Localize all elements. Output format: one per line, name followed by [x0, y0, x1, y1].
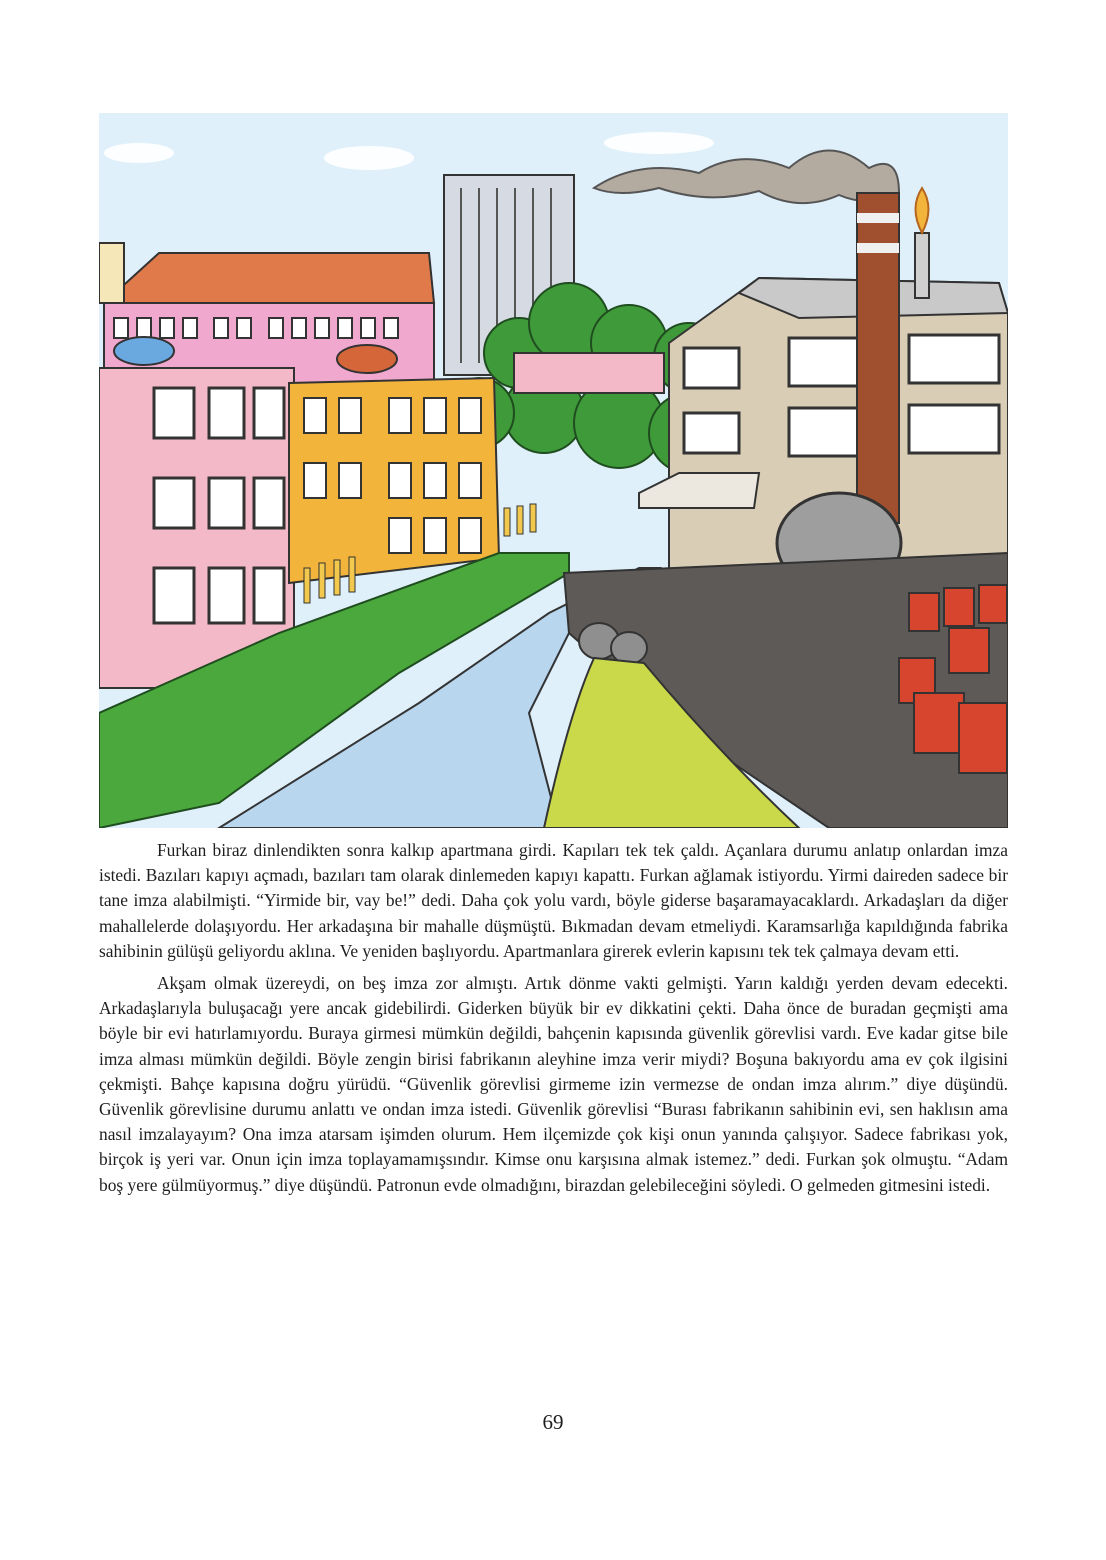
page-number: 69: [542, 1410, 564, 1434]
story-text: [99, 838, 1008, 1205]
polluted-city-illustration: [99, 113, 1008, 828]
paragraph-1: Furkan biraz dinlendikten sonra kalkıp apartmana girdi. Kapıları tek tek çaldı. Açanlara durumu anlatıp onlardan imza istedi. Bazıları kapıyı açmadı, bazıları tam olarak dinlemeden kapıyı kapattı. Furkan ağlamak istiyordu. Yirmi daireden sadece bir tane imza alabilmişti. “Yirmide bir, vay be!” dedi. Daha çok yolu vardı, böyle giderse başaramayacaklardı. Arkadaşları da diğer mahallelerde dolaşıyordu. Her arkadaşına bir mahalle düşmüştü. Bıkmadan devam etmeliydi. Karamsarlığa kapıldığında fabrika sahibinin gülüşü geliyordu aklına. Ve yeniden başlıyordu. Apartmanlara girerek evlerin kapısını tek tek çalmaya devam etti.: [99, 840, 1008, 961]
paragraph-2: Akşam olmak üzereydi, on beş imza zor almıştı. Artık dönme vakti gelmişti. Yarın kaldığı yerden devam edecekti. Arkadaşlarıyla buluşacağı yere ancak gidebilirdi. Giderken büyük bir ev dikkatini çekti. Daha önce de buradan geçmişti ama böyle bir evi hatırlamıyordu. Buraya girmesi mümkün değildi, bahçenin kapısında güvenlik görevlisi vardı. Eve kadar gitse bile imza alması mümkün değildi. Böyle zengin birisi fabrikanın aleyhine imza verir miydi? Boşuna bakıyordu ama ev çok ilgisini çekmişti. Bahçe kapısına doğru yürüdü. “Güvenlik görevlisi girmeme izin vermezse de ondan imza alırım.” diye düşündü. Güvenlik görevlisine durumu anlattı ve ondan imza istedi. Güvenlik görevlisi “Burası fabrikanın sahibinin evi, sen haklısın ama nasıl imzalayayım? Ona imza atarsam işimden olurum. Hem ilçemizde çok kişi onun yanında çalışıyor. Sadece fabrikası yok, birçok iş yeri var. Onun için imza toplayamamışsındır. Kimse onu karşısına almak istemez.” dedi. Furkan şok olmuştu. “Adam boş yere gülmüyormuş.” diye düşündü. Patronun evde olmadığını, birazdan gelebileceğini söyledi. O gelmeden gitmesini istedi.: [99, 973, 1008, 1195]
illustration-svg: [99, 113, 1008, 828]
